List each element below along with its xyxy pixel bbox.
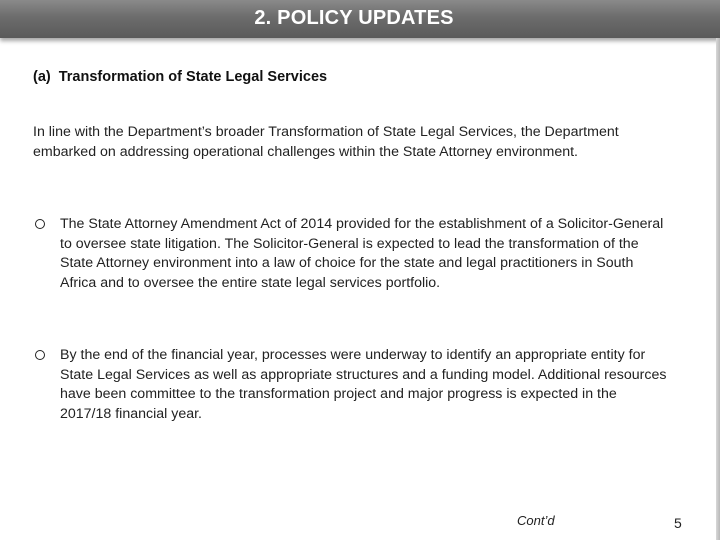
- continued-note: Cont’d: [517, 513, 555, 528]
- slide-title: 2. POLICY UPDATES: [254, 7, 454, 29]
- section-heading: [33, 69, 327, 85]
- page-number: 5: [674, 515, 682, 531]
- bullet-text: By the end of the financial year, processes were underway to identify an appropriate entity for State Legal Services as well as appropriate structures and a funding model. Additional resources have been committee to the transformation project and major progress is expected in the 2017/18 financial year.: [60, 347, 667, 422]
- intro-paragraph: In line with the Department’s broader Transformation of State Legal Services, the Department embarked on addressing operational challenges within the State Attorney environment.: [33, 124, 619, 160]
- hollow-circle-bullet-icon: [35, 350, 45, 360]
- title-bar: [0, 0, 720, 38]
- slide-right-border: [716, 38, 720, 540]
- section-heading-text: Transformation of State Legal Services: [58, 69, 328, 85]
- section-label: (a): [33, 69, 51, 85]
- bullet-text: The State Attorney Amendment Act of 2014 provided for the establishment of a Solicitor-General to oversee state litigation. The Solicitor-General is expected to lead the transformation of the State Attorney environment into a law of choice for the state and legal practitioners in South Africa and to oversee the entire state legal services portfolio.: [60, 216, 664, 291]
- hollow-circle-bullet-icon: [35, 219, 45, 229]
